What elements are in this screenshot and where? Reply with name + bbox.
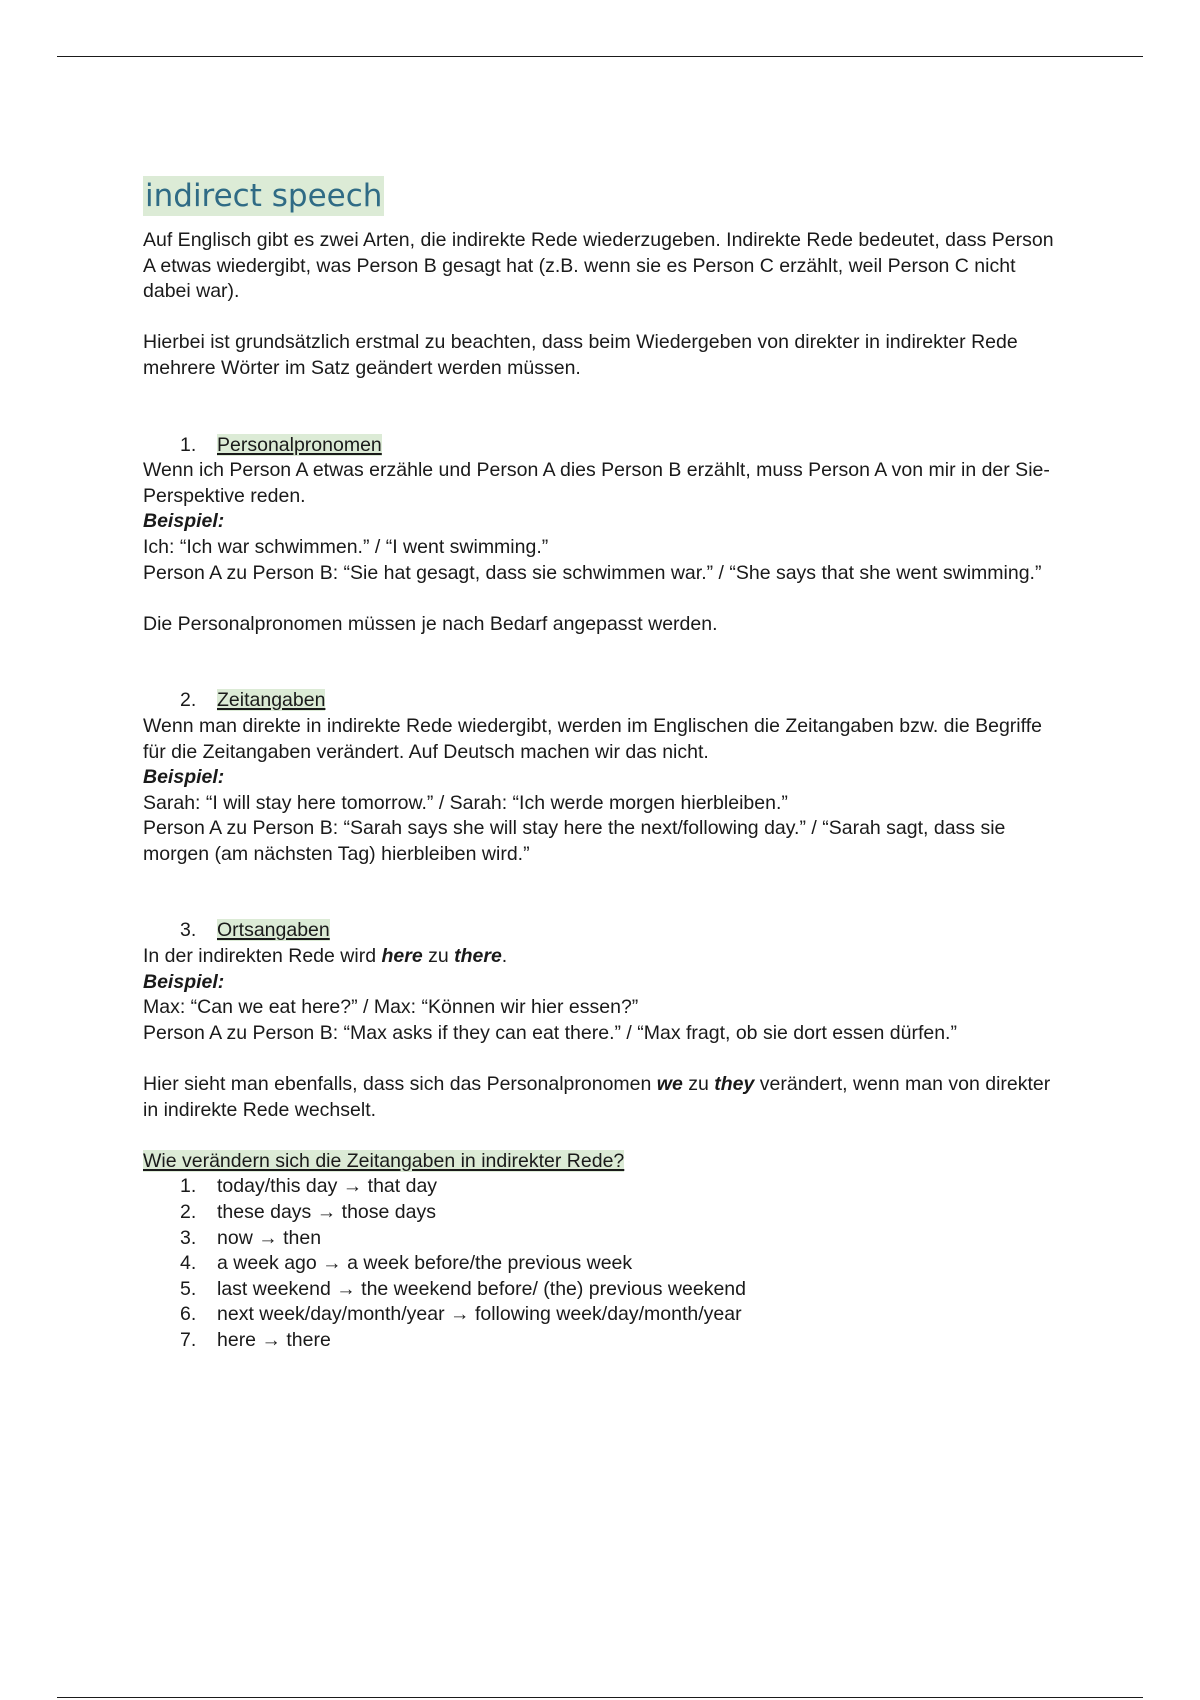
list-text: next week/day/month/year → following week/day/month/year — [217, 1303, 742, 1326]
example-line: Ich: “Ich war schwimmen.” / “I went swimming.” — [143, 535, 549, 558]
example-label: Beispiel: — [143, 970, 225, 993]
list-item — [143, 1226, 1063, 1252]
text-part: . — [501, 945, 508, 968]
section-text: Wenn man direkte in indirekte Rede wiedergibt, werden im Englischen die Zeitangaben bzw. die Begriffe für die Zeitangaben verändert. Auf Deutsch machen wir das nicht. — [143, 714, 1042, 763]
list-item — [143, 1251, 1063, 1277]
list-number: 3. — [180, 1226, 197, 1249]
section-number: 3. — [180, 919, 197, 942]
changes-heading-text: Wie verändern sich die Zeitangaben in indirekter Rede? — [143, 1149, 625, 1172]
section-text: Wenn ich Person A etwas erzähle und Person A dies Person B erzählt, muss Person A von mir in der Sie-Perspektive reden. — [143, 459, 1050, 507]
list-item — [143, 1302, 1063, 1328]
intro-paragraph-1: Auf Englisch gibt es zwei Arten, die indirekte Rede wiederzugeben. Indirekte Rede bedeutet, dass Person A etwas wiedergibt, was Person B gesagt hat (z.B. wenn sie es Person C erzählt, weil Person C nicht dabei war). — [143, 229, 1054, 303]
list-number: 4. — [180, 1252, 197, 1275]
emphasis-there: there — [454, 945, 502, 968]
example-line: Person A zu Person B: “Sie hat gesagt, dass sie schwimmen war.” / “She says that she went swimming.” — [143, 561, 1042, 584]
example-line: Max: “Can we eat here?” / Max: “Können wir hier essen?” — [143, 996, 639, 1019]
section-heading-zeitangaben — [143, 688, 1063, 714]
example-line: Person A zu Person B: “Max asks if they can eat there.” / “Max fragt, ob sie dort essen dürfen.” — [143, 1021, 957, 1044]
example-label: Beispiel: — [143, 510, 225, 533]
example-line: Sarah: “I will stay here tomorrow.” / Sarah: “Ich werde morgen hierbleiben.” — [143, 791, 788, 814]
list-number: 7. — [180, 1328, 197, 1351]
section-number: 1. — [180, 433, 197, 456]
section-note: Die Personalpronomen müssen je nach Bedarf angepasst werden. — [143, 612, 718, 635]
emphasis-here: here — [381, 945, 423, 968]
section-heading-text: Ortsangaben — [217, 919, 330, 942]
list-text: these days → those days — [217, 1201, 436, 1223]
text-part: verändert, wenn man von direkter in indirekte Rede wechselt. — [143, 1073, 1051, 1121]
list-number: 5. — [180, 1277, 197, 1300]
list-text: here → there — [217, 1328, 331, 1351]
example-line: Person A zu Person B: “Sarah says she will stay here the next/following day.” / “Sarah sagt, dass sie morgen (am nächsten Tag) hierbleiben wird.” — [143, 817, 1006, 865]
section-heading-personalpronomen — [143, 433, 1063, 459]
document-title: indirect speech — [145, 178, 383, 214]
section-heading-text: Personalpronomen — [217, 433, 382, 456]
list-number: 1. — [180, 1175, 197, 1198]
changes-list — [143, 1174, 1063, 1353]
list-text: today/this day → that day — [217, 1175, 438, 1198]
list-item — [143, 1277, 1063, 1303]
section-number: 2. — [180, 689, 197, 712]
list-number: 6. — [180, 1303, 197, 1326]
section-heading-text: Zeitangaben — [217, 689, 326, 712]
section-text — [143, 944, 1063, 970]
text-part: Hier sieht man ebenfalls, dass sich das Personalpronomen — [143, 1073, 657, 1096]
changes-heading — [143, 1149, 1063, 1175]
footer-rule — [57, 1697, 1143, 1698]
list-text: last weekend → the weekend before/ (the) previous weekend — [217, 1277, 746, 1300]
example-label: Beispiel: — [143, 766, 225, 789]
list-number: 2. — [180, 1201, 197, 1223]
emphasis-we: we — [656, 1073, 683, 1096]
list-text: a week ago → a week before/the previous week — [217, 1252, 633, 1275]
section-heading-ortsangaben — [143, 918, 1063, 944]
section-note — [143, 1072, 1063, 1123]
text-part: zu — [682, 1073, 715, 1096]
list-item — [143, 1200, 1063, 1226]
list-item — [143, 1174, 1063, 1200]
list-text: now → then — [217, 1226, 322, 1249]
document-body — [143, 176, 1063, 1354]
text-part: In der indirekten Rede wird — [143, 945, 382, 968]
text-part: zu — [422, 945, 455, 968]
intro-paragraph-2: Hierbei ist grundsätzlich erstmal zu beachten, dass beim Wiedergeben von direkter in indirekter Rede mehrere Wörter im Satz geändert werden müssen. — [143, 331, 1018, 379]
list-item — [143, 1328, 1063, 1354]
emphasis-they: they — [714, 1073, 755, 1096]
header-rule — [57, 56, 1143, 57]
